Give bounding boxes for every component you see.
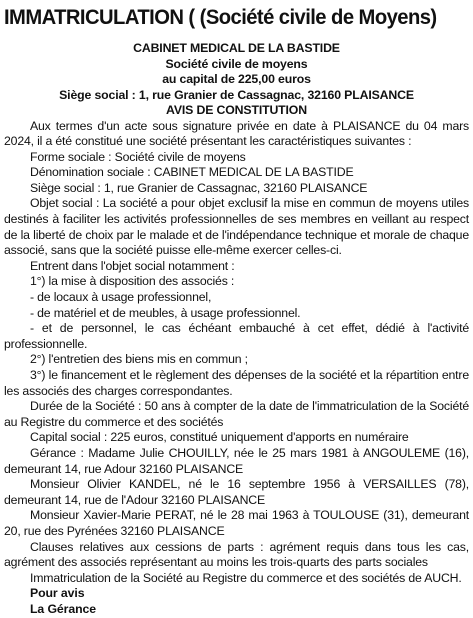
registered-office: Siège social : 1, rue Granier de Cassagnac, 32160 PLAISANCE	[30, 180, 368, 195]
purpose-item-premises: - de locaux à usage professionnel,	[30, 290, 212, 305]
management-kandel: Monsieur Olivier KANDEL, né le 16 septembre 1956 à VERSAILLES (78), demeurant 14, rue de l'Adour 32160 PLAISANCE	[4, 477, 469, 507]
corporate-purpose: Objet social : La société a pour objet exclusif la mise en commun de moyens utiles destinés à faciliter les activités professionnelles de ses membres en veillant au respect de la liberté de choix par le malade et de l'indépendance technique et morale de chaque associé, sans que la société puisse elle-même exercer celles-ci.	[4, 196, 469, 258]
company-address: Siège social : 1, rue Granier de Cassagnac, 32160 PLAISANCE	[59, 87, 414, 102]
purpose-item-2: 2°) l'entretien des biens mis en commun ;	[30, 352, 248, 367]
purpose-item-staff: - et de personnel, le cas échéant embauché à cet effet, dédié à l'activité professionnelle.	[4, 321, 469, 351]
management-perat: Monsieur Xavier-Marie PERAT, né le 28 mai 1963 à TOULOUSE (31), demeurant 20, rue des Pyrénées 32160 PLAISANCE	[4, 508, 469, 538]
company-denomination: Dénomination sociale : CABINET MEDICAL DE LA BASTIDE	[30, 165, 354, 180]
legal-form: Forme sociale : Société civile de moyens	[30, 149, 246, 164]
purpose-item-1: 1°) la mise à disposition des associés :	[30, 274, 235, 289]
company-name: CABINET MEDICAL DE LA BASTIDE	[133, 41, 340, 55]
notice-type: AVIS DE CONSTITUTION	[166, 103, 307, 117]
company-duration: Durée de la Société : 50 ans à compter de la date de l'immatriculation de la Société au Registre du commerce et des sociétés	[4, 399, 469, 429]
share-transfer-clauses: Clauses relatives aux cessions de parts : agrément requis dans tous les cas, agrément des associés représentant au moins les trois-quarts des parts sociales	[4, 539, 469, 570]
notice-headline: IMMATRICULATION ( (Société civile de Moyens)	[4, 5, 437, 29]
share-capital: Capital social : 225 euros, constitué uniquement d'apports en numéraire	[30, 430, 409, 445]
signature-for-notice: Pour avis	[30, 586, 85, 601]
intro-paragraph: Aux termes d'un acte sous signature privée en date à PLAISANCE du 04 mars 2024, il a été constitué une société présentant les caractéristiques suivantes :	[4, 118, 469, 149]
management-chouilly: Gérance : Madame Julie CHOUILLY, née le 25 mars 1981 à ANGOULEME (16), demeurant 14, rue Adour 32160 PLAISANCE	[4, 445, 469, 476]
purpose-item-3: 3°) le financement et le règlement des dépenses de la société et la répartition entre les associés des charges correspondantes.	[4, 368, 469, 398]
registration: Immatriculation de la Société au Registre du commerce et des sociétés de AUCH.	[30, 570, 462, 585]
signature-management: La Gérance	[30, 601, 96, 616]
company-header	[4, 41, 469, 119]
company-form: Société civile de moyens	[165, 56, 308, 71]
purpose-includes: Entrent dans l'objet social notamment :	[30, 258, 235, 273]
company-capital: au capital de 225,00 euros	[162, 72, 311, 86]
purpose-item-equipment: - de matériel et de meubles, à usage professionnel.	[30, 305, 301, 320]
notice-body	[4, 119, 469, 587]
